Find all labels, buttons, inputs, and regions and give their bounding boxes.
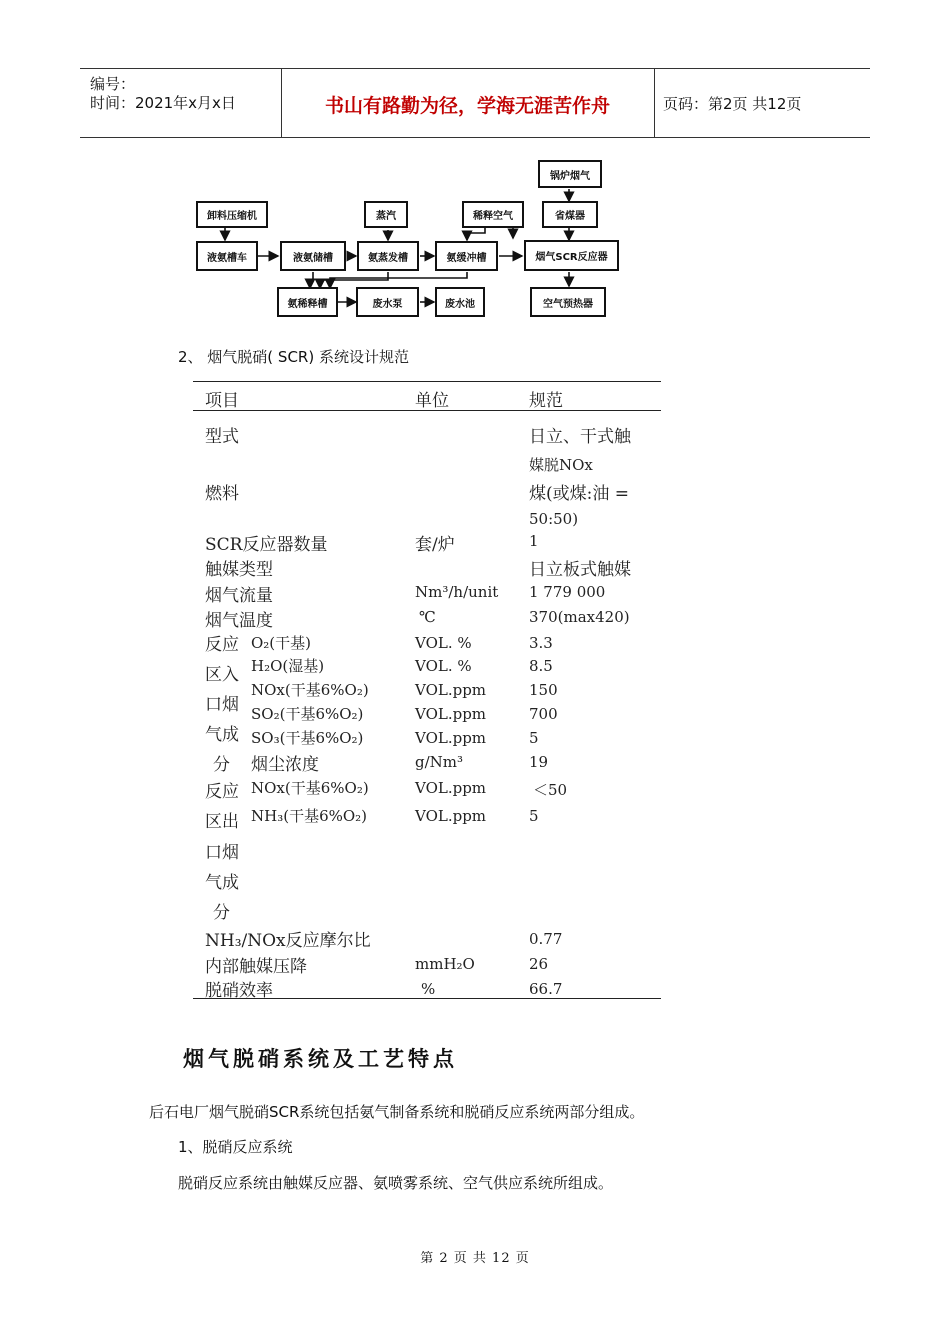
header-meta-cell: [80, 69, 282, 137]
dust-label: 烟尘浓度: [251, 755, 319, 775]
catalyst-value: 日立板式触媒: [529, 560, 631, 580]
inlet-group-label-4: 气成: [205, 725, 239, 745]
inlet-group-label-3: 口烟: [205, 695, 239, 715]
arrow-storage-to-dilution-tank: [310, 272, 313, 288]
o2-unit: VOL. %: [415, 634, 472, 652]
paragraph-overview: 后石电厂烟气脱硝SCR系统包括氨气制备系统和脱硝反应系统两部分组成。: [149, 1103, 645, 1121]
so2-value: 700: [529, 705, 558, 723]
nh3-value: 5: [529, 807, 539, 825]
h2o-value: 8.5: [529, 657, 553, 675]
inlet-group-label-5: 分: [213, 755, 230, 775]
nox-inlet-value: 150: [529, 681, 558, 699]
flow-box-wastewater-pump: 废水泵: [356, 287, 419, 317]
scr-count-value: 1: [529, 532, 539, 550]
temp-value: 370(max420): [529, 608, 630, 626]
outlet-group-label-5: 分: [213, 903, 230, 923]
pressure-drop-value: 26: [529, 955, 549, 973]
molar-ratio-value: 0.77: [529, 930, 563, 948]
nox-outlet-unit: VOL.ppm: [415, 779, 487, 797]
so2-unit: VOL.ppm: [415, 705, 487, 723]
flow-box-boiler-flue-gas: 锅炉烟气: [538, 160, 602, 188]
flow-box-dilution-air: 稀释空气: [462, 201, 524, 228]
flow-unit: Nm³/h/unit: [415, 583, 499, 601]
outlet-group-label-1: 反应: [205, 782, 239, 802]
efficiency-value: 66.7: [529, 980, 563, 998]
h2o-label: H₂O(湿基): [251, 657, 325, 675]
number-label: 编号：: [90, 75, 136, 93]
flow-box-steam: 蒸汽: [364, 201, 408, 228]
section-heading: 烟气脱硝系统及工艺特点: [183, 1046, 458, 1071]
inlet-group-label-2: 区入: [205, 665, 239, 685]
fuel-label: 燃料: [205, 484, 239, 504]
nox-inlet-unit: VOL.ppm: [415, 681, 487, 699]
flow-box-air-preheater: 空气预热器: [530, 287, 606, 317]
molar-ratio-label: NH₃/NOx反应摩尔比: [205, 931, 371, 951]
outlet-group-label-2: 区出: [205, 812, 239, 832]
efficiency-label: 脱硝效率: [205, 981, 273, 1001]
paragraph-subheading: 1、脱硝反应系统: [178, 1138, 293, 1156]
temp-label: 烟气温度: [205, 611, 273, 631]
flow-box-scr-reactor: 烟气SCR反应器: [524, 240, 619, 271]
outlet-group-label-3: 口烟: [205, 843, 239, 863]
flow-box-unloading-compressor: 卸料压缩机: [196, 201, 268, 228]
page-header: [80, 68, 870, 138]
catalyst-label: 触媒类型: [205, 560, 273, 580]
flow-box-ammonia-buffer: 氨缓冲槽: [435, 241, 498, 271]
nox-inlet-label: NOx(干基6%O₂): [251, 681, 369, 699]
type-value-line1: 日立、干式触: [529, 427, 631, 447]
so3-value: 5: [529, 729, 539, 747]
outlet-group-label-4: 气成: [205, 873, 239, 893]
scr-count-label: SCR反应器数量: [205, 535, 328, 555]
efficiency-unit: %: [421, 980, 436, 998]
flow-box-ammonia-truck: 液氨槽车: [196, 241, 258, 271]
flow-box-ammonia-storage: 液氨储槽: [280, 241, 346, 271]
flow-box-ammonia-evaporator: 氨蒸发槽: [357, 241, 419, 271]
fuel-value-line2: 50:50): [529, 510, 579, 528]
temp-unit: ℃: [419, 608, 436, 626]
page-footer: 第 2 页 共 12 页: [420, 1251, 530, 1266]
inlet-group-label-1: 反应: [205, 635, 239, 655]
nox-outlet-value: ＜50: [533, 781, 568, 799]
page-number-label: 页码：第2页 共12页: [663, 95, 802, 113]
so2-label: SO₂(干基6%O₂): [251, 705, 364, 723]
type-value-line2: 媒脱NOx: [529, 456, 593, 474]
col-header-unit: 单位: [415, 391, 449, 411]
type-label: 型式: [205, 427, 239, 447]
flow-box-ammonia-dilution-tank: 氨稀释槽: [277, 287, 338, 317]
o2-label: O₂(干基): [251, 634, 312, 652]
flow-box-economizer: 省煤器: [542, 201, 598, 228]
dust-unit: g/Nm³: [415, 753, 464, 771]
nox-outlet-label: NOx(干基6%O₂): [251, 779, 369, 797]
section-label: 2、 烟气脱硝( SCR) 系统设计规范: [178, 348, 409, 366]
dust-value: 19: [529, 753, 549, 771]
so3-unit: VOL.ppm: [415, 729, 487, 747]
pressure-drop-label: 内部触媒压降: [205, 957, 307, 977]
fuel-value-line1: 煤(或煤:油 =: [529, 484, 630, 504]
header-page-cell: [655, 69, 870, 137]
col-header-spec: 规范: [529, 391, 563, 411]
header-motto-cell: [281, 69, 655, 137]
nh3-label: NH₃(干基6%O₂): [251, 807, 368, 825]
scr-count-unit: 套/炉: [415, 535, 455, 555]
h2o-unit: VOL. %: [415, 657, 472, 675]
pressure-drop-unit: mmH₂O: [415, 955, 475, 973]
so3-label: SO₃(干基6%O₂): [251, 729, 364, 747]
flow-box-wastewater-pool: 废水池: [435, 287, 485, 317]
scr-spec-table: [193, 381, 661, 999]
flow-value: 1 779 000: [529, 583, 606, 601]
col-header-item: 项目: [205, 391, 239, 411]
flow-label: 烟气流量: [205, 586, 273, 606]
nh3-unit: VOL.ppm: [415, 807, 487, 825]
o2-value: 3.3: [529, 634, 553, 652]
motto-text: 书山有路勤为径，学海无涯苦作舟: [324, 95, 610, 117]
paragraph-reaction-system: 脱硝反应系统由触媒反应器、氨喷雾系统、空气供应系统所组成。: [178, 1174, 614, 1192]
date-label: 时间：2021年x月x日: [90, 94, 236, 112]
